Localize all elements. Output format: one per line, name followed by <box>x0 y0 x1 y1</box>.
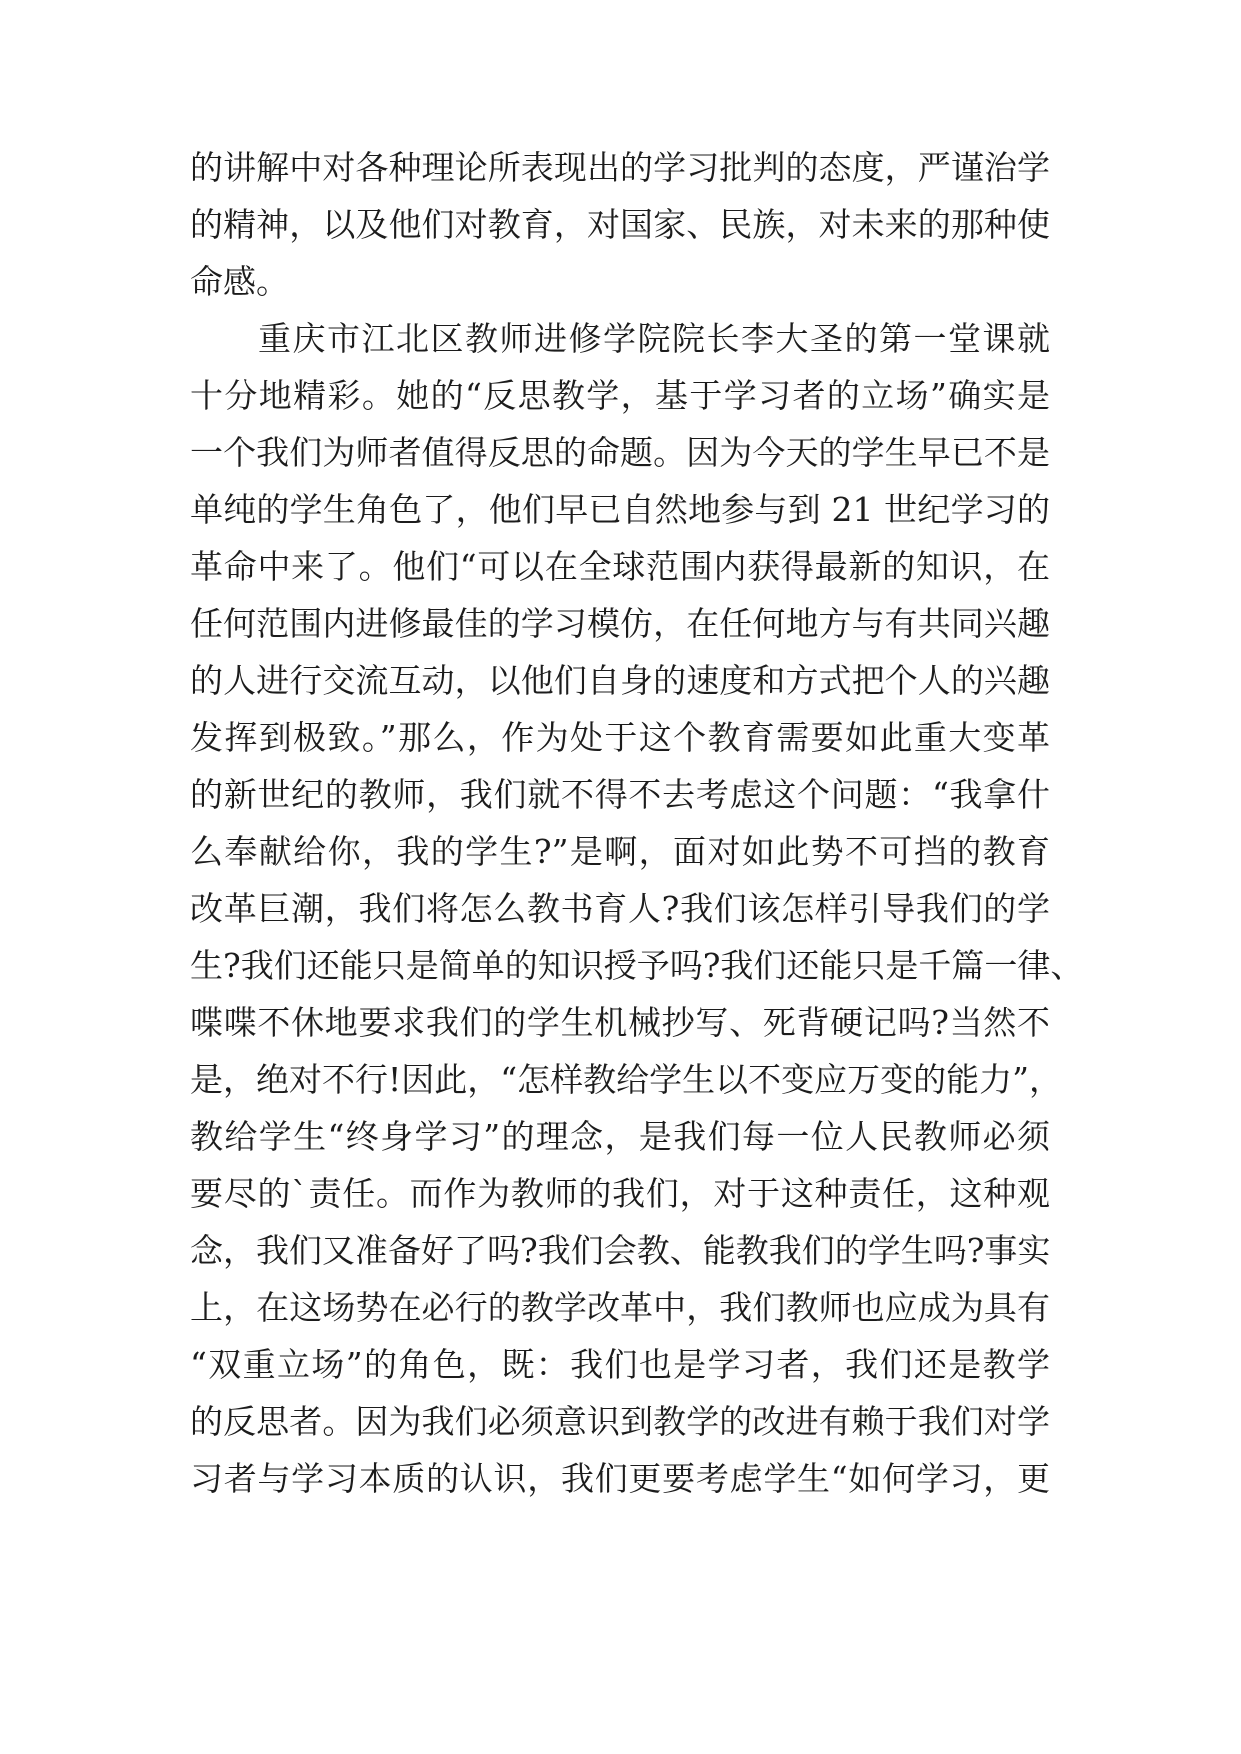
text-line: 的精神，以及他们对教育，对国家、民族，对未来的那种使 <box>190 205 1050 244</box>
text-line: 喋喋不休地要求我们的学生机械抄写、死背硬记吗?当然不 <box>190 1003 1050 1042</box>
text-line: 要尽的`责任。而作为教师的我们，对于这种责任，这种观 <box>190 1174 1050 1213</box>
text-line: 任何范围内进修最佳的学习模仿，在任何地方与有共同兴趣 <box>190 604 1050 643</box>
text-line: “双重立场”的角色，既：我们也是学习者，我们还是教学 <box>190 1345 1050 1384</box>
text-line: 是，绝对不行!因此，“怎样教给学生以不变应万变的能力”， <box>190 1060 1063 1099</box>
text-line: 上，在这场势在必行的教学改革中，我们教师也应成为具有 <box>190 1288 1050 1327</box>
text-line: 单纯的学生角色了，他们早已自然地参与到 21 世纪学习的 <box>190 490 1050 529</box>
text-line: 的新世纪的教师，我们就不得不去考虑这个问题：“我拿什 <box>190 775 1050 814</box>
text-line: 的讲解中对各种理论所表现出的学习批判的态度，严谨治学 <box>190 148 1050 187</box>
text-line: 改革巨潮，我们将怎么教书育人?我们该怎样引导我们的学 <box>190 889 1050 928</box>
text-line: 习者与学习本质的认识，我们更要考虑学生“如何学习，更 <box>190 1459 1050 1498</box>
text-line: 的人进行交流互动，以他们自身的速度和方式把个人的兴趣 <box>190 661 1050 700</box>
text-line: 的反思者。因为我们必须意识到教学的改进有赖于我们对学 <box>190 1402 1050 1441</box>
text-line: 十分地精彩。她的“反思教学，基于学习者的立场”确实是 <box>190 376 1050 415</box>
text-line: 革命中来了。他们“可以在全球范围内获得最新的知识，在 <box>190 547 1050 586</box>
text-line: 么奉献给你，我的学生?”是啊，面对如此势不可挡的教育 <box>190 832 1050 871</box>
text-line: 重庆市江北区教师进修学院院长李大圣的第一堂课就 <box>258 319 1050 358</box>
text-line: 念，我们又准备好了吗?我们会教、能教我们的学生吗?事实 <box>190 1231 1051 1270</box>
text-line: 生?我们还能只是简单的知识授予吗?我们还能只是千篇一律、 <box>190 946 1084 985</box>
text-line: 教给学生“终身学习”的理念，是我们每一位人民教师必须 <box>190 1117 1050 1156</box>
text-line: 一个我们为师者值得反思的命题。因为今天的学生早已不是 <box>190 433 1050 472</box>
text-line: 命感。 <box>190 262 289 301</box>
text-line: 发挥到极致。”那么，作为处于这个教育需要如此重大变革 <box>190 718 1050 757</box>
